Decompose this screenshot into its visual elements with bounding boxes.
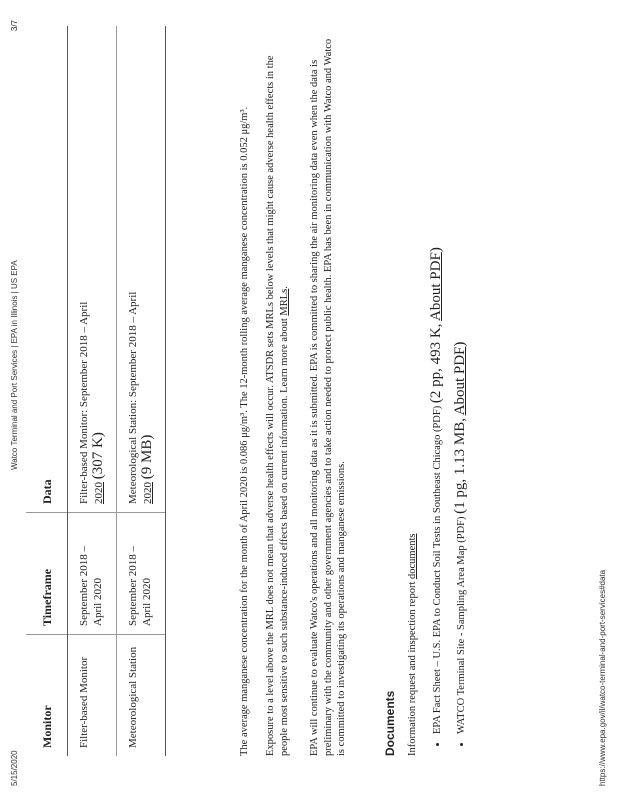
file-size: (1 pg, 1.13 MB,	[452, 418, 468, 514]
header-title: Watco Terminal and Port Services | EPA in Illinois | US EPA	[10, 260, 19, 470]
cell-timeframe: September 2018 – April 2020	[68, 513, 117, 635]
data-link[interactable]: 2020	[142, 482, 154, 504]
mrl-text-end: .	[278, 286, 290, 289]
about-pdf-link[interactable]: About PDF	[452, 346, 468, 416]
footer-url: https://www.epa.gov/il/watco-terminal-and-port-services#data	[598, 569, 607, 786]
documents-list	[428, 14, 476, 756]
mrl-paragraph	[264, 36, 291, 756]
documents-intro-text: Information request and inspection report	[407, 579, 418, 756]
cell-monitor: Filter-based Monitor	[68, 635, 117, 757]
page-number: 3/7	[10, 20, 19, 32]
column-header-data: Data	[26, 26, 68, 513]
file-size: (307 K)	[90, 432, 106, 480]
fact-sheet-link[interactable]: EPA Fact Sheet – U.S. EPA to Conduct Soil Tests in Southeast Chicago	[432, 434, 443, 734]
close-paren: )	[428, 247, 444, 253]
column-header-timeframe: Timeframe	[26, 513, 68, 635]
close-paren: )	[452, 341, 468, 347]
epa-commitment-paragraph: EPA will continue to evaluate Watco's operations and all monitoring data as it is submitted. EPA is committed to sharing the air monitoring data even when the data is preliminary with the community and other government agencies and to take action needed to protect public health. EPA has been in communication with Watco and Watco is committed to investigating its operations and manganese emissions.	[309, 38, 347, 756]
about-pdf-link[interactable]: About PDF	[428, 252, 444, 321]
table-header-row	[26, 26, 68, 756]
sampling-map-link[interactable]: WATCO Terminal Site - Sampling Area Map	[456, 545, 467, 734]
cell-data	[68, 26, 117, 513]
pdf-format-label: (PDF)	[456, 516, 467, 543]
cell-data	[117, 26, 166, 513]
table-row	[117, 26, 166, 756]
list-item	[452, 14, 470, 734]
mrl-text: Exposure to a level above the MRL does not mean that adverse health effects will occur. ATSDR sets MRLs below levels that might cause adverse health effects in the people most sensitive to such substance-induced effects based on current information. Learn more about	[265, 55, 290, 756]
documents-heading: Documents	[383, 690, 397, 756]
data-link[interactable]: 2020	[93, 482, 105, 504]
cell-monitor: Meteorological Station	[117, 635, 166, 757]
table-row	[68, 26, 117, 756]
monitoring-data-table	[26, 26, 166, 756]
list-item	[428, 14, 446, 734]
documents-intro	[406, 36, 420, 756]
file-size: (9 MB)	[139, 434, 155, 480]
mrls-link[interactable]: MRLs	[278, 288, 290, 316]
data-description: Meteorological Station: September 2018 – April	[127, 291, 139, 504]
documents-link[interactable]: documents	[407, 533, 418, 579]
header-date: 5/15/2020	[10, 750, 19, 786]
column-header-monitor: Monitor	[26, 635, 68, 757]
data-description: Filter-based Monitor: September 2018 – April	[78, 301, 90, 504]
manganese-concentration-paragraph: The average manganese concentration for the month of April 2020 is 0.086 μg/m³. The 12-month rolling average manganese concentration is 0.052 μg/m³.	[239, 106, 250, 756]
cell-timeframe: September 2018 – April 2020	[117, 513, 166, 635]
file-size: (2 pp, 493 K,	[428, 323, 444, 404]
pdf-format-label: (PDF)	[432, 405, 443, 433]
